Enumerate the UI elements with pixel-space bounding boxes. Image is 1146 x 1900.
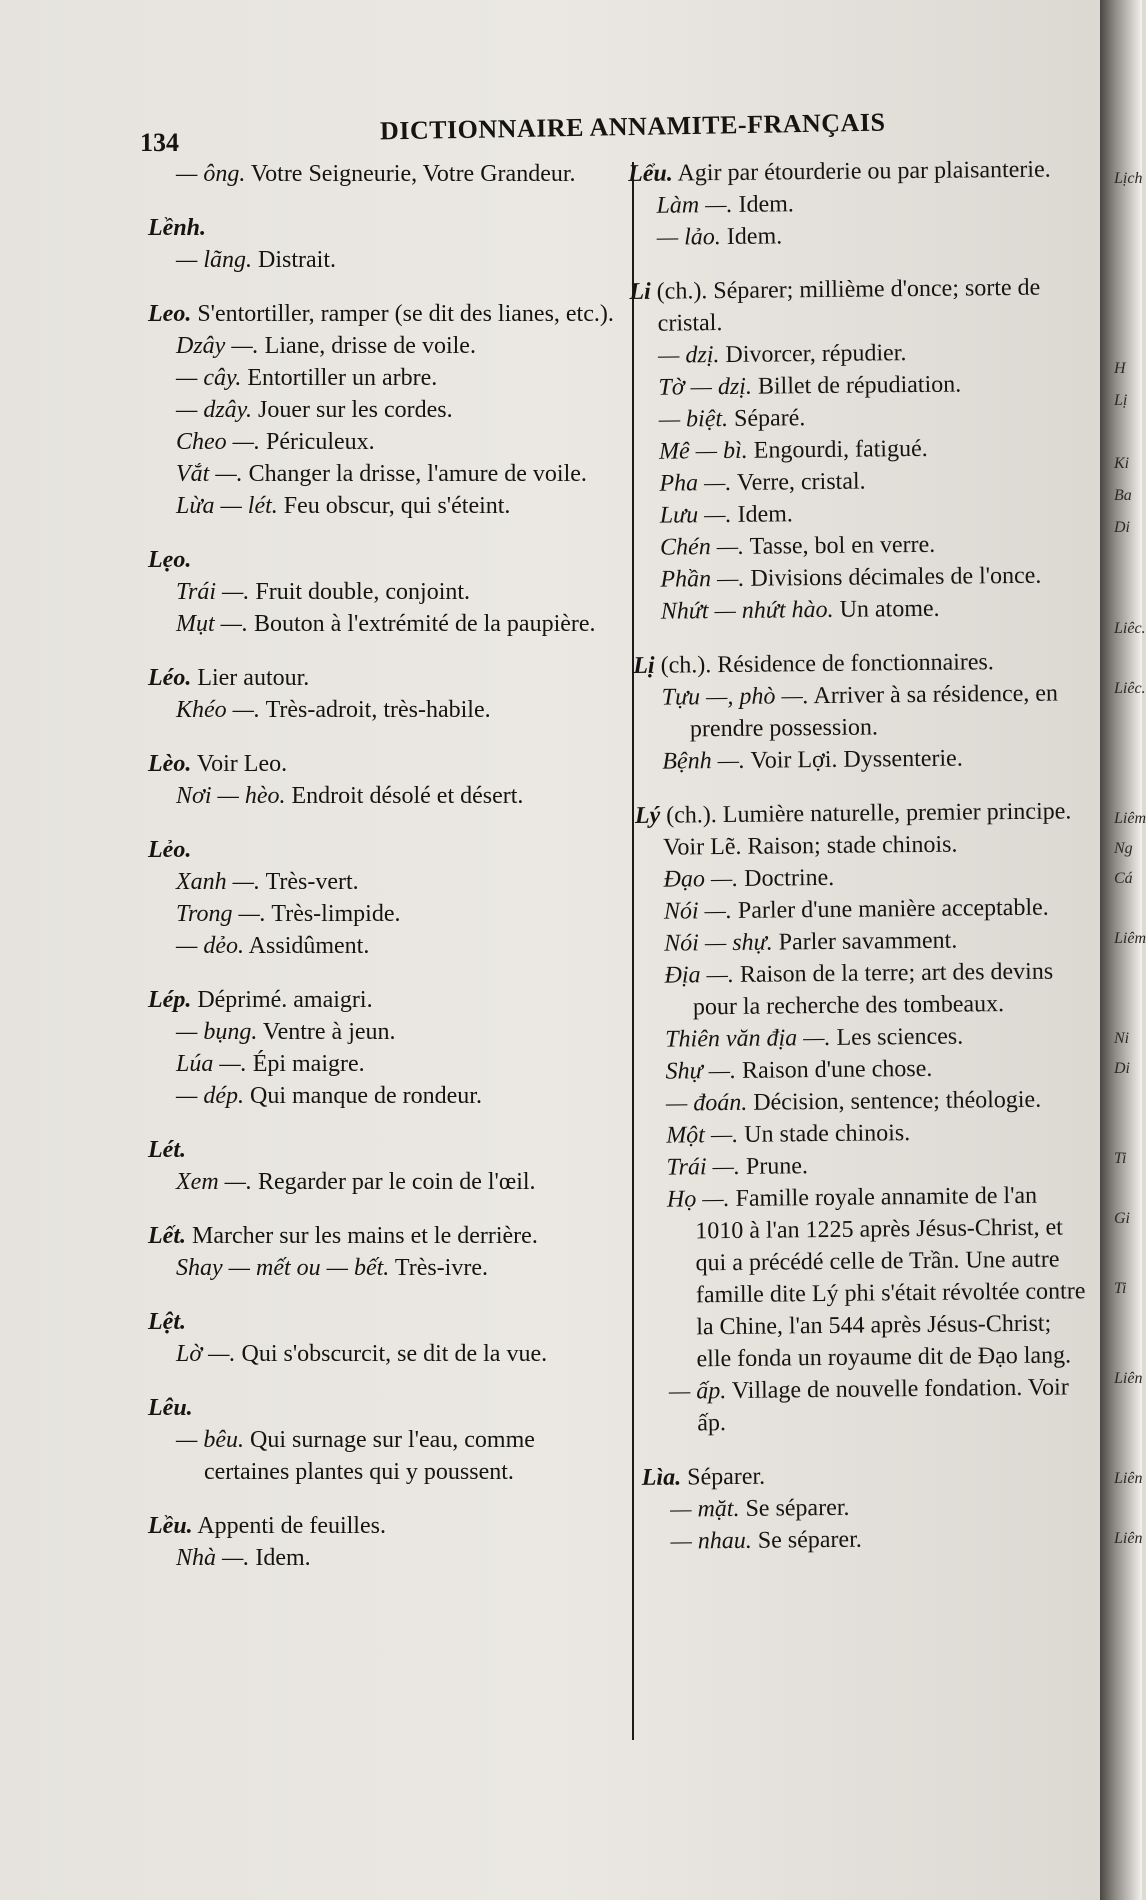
expression: Khéo —. bbox=[176, 697, 260, 723]
expression: — dzây. bbox=[176, 397, 253, 423]
sub-entry-line bbox=[631, 463, 1081, 500]
headword-line bbox=[148, 544, 616, 576]
sub-entry-line bbox=[148, 930, 616, 962]
expression: Nhứt — nhứt hào. bbox=[660, 596, 834, 625]
expression: Trái —. bbox=[666, 1153, 741, 1181]
headword: Leo. bbox=[148, 301, 192, 327]
definition: Liane, drisse de voile. bbox=[258, 333, 476, 359]
expression: Nói — shự. bbox=[664, 929, 773, 957]
gutter-fragment: Liêc. bbox=[1114, 680, 1146, 697]
headword: Lẹo. bbox=[148, 547, 192, 573]
sub-entry-line bbox=[636, 923, 1086, 960]
gutter-fragment: Ti bbox=[1114, 1280, 1127, 1297]
gutter-fragment: Cá bbox=[1114, 870, 1133, 887]
expression: — biệt. bbox=[658, 405, 729, 433]
definition: Raison de la terre; art des devins pour la recherche des tombeaux. bbox=[692, 958, 1054, 1021]
sub-entry-line bbox=[148, 1252, 616, 1284]
definition: Raison d'une chose. bbox=[735, 1055, 933, 1084]
expression: — đoán. bbox=[665, 1089, 748, 1117]
gutter-fragment: Liêm bbox=[1114, 810, 1146, 827]
headword-line bbox=[148, 1510, 616, 1542]
dictionary-entry bbox=[633, 645, 1084, 778]
expression: Vắt —. bbox=[176, 461, 243, 487]
sub-entry-line bbox=[638, 1083, 1088, 1120]
sub-entry-line bbox=[148, 780, 616, 812]
definition: Qui s'obscurcit, se dit de la vue. bbox=[235, 1341, 548, 1367]
headword-line bbox=[148, 1220, 616, 1252]
definition: Séparé. bbox=[727, 405, 806, 432]
dictionary-entry bbox=[629, 271, 1083, 628]
gutter-fragment: Ti bbox=[1114, 1150, 1127, 1167]
expression: — lảo. bbox=[656, 224, 721, 251]
sub-entry-line bbox=[148, 898, 616, 930]
definition: Idem. bbox=[249, 1545, 311, 1571]
gutter-fragment: Ng bbox=[1114, 840, 1133, 857]
dictionary-entry bbox=[148, 984, 616, 1112]
definition: Parler d'une manière acceptable. bbox=[731, 894, 1049, 924]
definition: Lier autour. bbox=[191, 665, 310, 691]
sub-entry-line bbox=[148, 158, 616, 190]
expression: Cheo —. bbox=[176, 429, 260, 455]
dictionary-entry bbox=[642, 1457, 1093, 1558]
headword-line bbox=[148, 984, 616, 1016]
headword-line bbox=[148, 1306, 616, 1338]
definition: S'entortiller, ramper (se dit des lianes, etc.). bbox=[191, 301, 614, 327]
sub-entry-line bbox=[635, 859, 1085, 896]
definition: Verre, cristal. bbox=[731, 468, 866, 496]
definition: Marcher sur les mains et le derrière. bbox=[185, 1223, 538, 1249]
definition: Agir par étourderie ou par plaisanterie. bbox=[672, 156, 1051, 187]
expression: Nơi — hèo. bbox=[176, 783, 286, 809]
definition: Qui surnage sur l'eau, comme certaines plantes qui y poussent. bbox=[204, 1427, 535, 1485]
sub-entry-line bbox=[148, 1016, 616, 1048]
sub-entry-line bbox=[148, 608, 616, 640]
sub-entry-line bbox=[148, 1424, 616, 1488]
definition: Assidûment. bbox=[244, 933, 370, 959]
sub-entry-line bbox=[638, 1115, 1088, 1152]
sub-entry-line bbox=[148, 1542, 616, 1574]
dictionary-entry bbox=[148, 834, 616, 962]
expression: Phần —. bbox=[660, 565, 745, 593]
expression: — dzị. bbox=[657, 342, 720, 369]
definition: (ch.). Résidence de fonctionnaires. bbox=[654, 649, 994, 679]
sub-entry-line bbox=[148, 490, 616, 522]
headword-line bbox=[148, 298, 616, 330]
sub-entry-line bbox=[632, 559, 1082, 596]
headword-line bbox=[148, 1134, 616, 1166]
sub-entry-line bbox=[632, 495, 1082, 532]
headword: Lèo. bbox=[148, 751, 192, 777]
headword: Léo. bbox=[148, 665, 192, 691]
definition: Très-limpide. bbox=[265, 901, 401, 927]
expression: Nhà —. bbox=[176, 1545, 250, 1571]
definition: Famille royale annamite de l'an 1010 à l'an 1225 après Jésus-Christ, et qui a précédé celle de Trần. Une autre famille dite Lý phi s'était révoltée contre la Chine, l'an 544 après Jésus-Christ; elle fonda un royaume dit de Đạo lang. bbox=[695, 1182, 1086, 1373]
definition: Divisions décimales de l'once. bbox=[744, 562, 1042, 592]
definition: Idem. bbox=[720, 223, 783, 251]
sub-entry-line bbox=[641, 1371, 1092, 1440]
sub-entry-line bbox=[642, 1489, 1092, 1526]
expression: Lờ —. bbox=[176, 1341, 236, 1367]
gutter-fragment: Di bbox=[1114, 519, 1130, 536]
gutter-fragment: Liên bbox=[1114, 1370, 1143, 1387]
definition: Votre Seigneurie, Votre Grandeur. bbox=[245, 161, 576, 187]
gutter-fragment: Liên bbox=[1114, 1530, 1143, 1547]
sub-entry-line bbox=[629, 217, 1079, 254]
expression: Lúa —. bbox=[176, 1051, 247, 1077]
definition: Déprimé. amaigri. bbox=[191, 987, 373, 1013]
page-number: 134 bbox=[140, 128, 179, 157]
definition: Ventre à jeun. bbox=[257, 1019, 396, 1045]
expression: Một —. bbox=[666, 1121, 739, 1149]
dictionary-entry bbox=[148, 1392, 616, 1488]
sub-entry-line bbox=[148, 866, 616, 898]
definition: Feu obscur, qui s'éteint. bbox=[277, 493, 511, 519]
definition: Séparer. bbox=[681, 1463, 766, 1491]
headword: Lý bbox=[634, 802, 661, 829]
headword: Lìa. bbox=[641, 1464, 682, 1491]
gutter-fragment: Di bbox=[1114, 1060, 1130, 1077]
definition: Arriver à sa résidence, en prendre possession. bbox=[689, 680, 1059, 743]
definition: Changer la drisse, l'amure de voile. bbox=[242, 461, 587, 487]
sub-entry-line bbox=[148, 1166, 616, 1198]
dictionary-entry bbox=[148, 1220, 616, 1284]
definition: Doctrine. bbox=[738, 864, 835, 892]
definition: Très-ivre. bbox=[389, 1255, 488, 1281]
expression: Dzây —. bbox=[176, 333, 259, 359]
expression: Xanh —. bbox=[176, 869, 260, 895]
gutter-fragment: Lị bbox=[1114, 392, 1128, 409]
definition: Engourdi, fatigué. bbox=[747, 435, 928, 464]
gutter-fragment: Gi bbox=[1114, 1210, 1130, 1227]
definition: Regarder par le coin de l'œil. bbox=[251, 1169, 536, 1195]
sub-entry-line bbox=[148, 394, 616, 426]
definition: Un atome. bbox=[833, 595, 940, 623]
expression: Shự —. bbox=[665, 1057, 737, 1085]
definition: Idem. bbox=[732, 191, 794, 218]
expression: Lưu —. bbox=[659, 501, 732, 529]
definition: Se séparer. bbox=[739, 1494, 850, 1522]
definition: (ch.). Séparer; millième d'once; sorte de cristal. bbox=[650, 274, 1041, 337]
sub-entry-line bbox=[639, 1179, 1091, 1376]
sub-entry-line bbox=[636, 955, 1087, 1024]
headword-line bbox=[148, 1392, 616, 1424]
sub-entry-line bbox=[637, 1051, 1087, 1088]
sub-entry-line bbox=[148, 576, 616, 608]
headword-line bbox=[633, 645, 1083, 682]
headword: Lép. bbox=[148, 987, 192, 1013]
definition: Voir Lợi. Dyssenterie. bbox=[744, 745, 963, 774]
definition: Qui manque de rondeur. bbox=[244, 1083, 482, 1109]
gutter-fragment: H bbox=[1114, 360, 1126, 377]
definition: Prune. bbox=[739, 1153, 809, 1180]
sub-entry-line bbox=[631, 399, 1081, 436]
adjacent-page-edge bbox=[1100, 0, 1146, 1900]
definition: Divorcer, répudier. bbox=[719, 340, 907, 369]
sub-entry-line bbox=[148, 458, 616, 490]
expression: Lừa — lét. bbox=[176, 493, 278, 519]
definition: Décision, sentence; théologie. bbox=[747, 1086, 1042, 1116]
definition: Épi maigre. bbox=[246, 1051, 365, 1077]
expression: — dẻo. bbox=[176, 933, 244, 959]
headword-line bbox=[642, 1457, 1092, 1494]
definition: Idem. bbox=[731, 501, 793, 528]
expression: — ông. bbox=[176, 161, 246, 187]
headword: Lều. bbox=[148, 1513, 193, 1539]
expression: — bụng. bbox=[176, 1019, 258, 1045]
sub-entry-line bbox=[633, 591, 1083, 628]
gutter-fragment: Lịch bbox=[1114, 170, 1143, 187]
expression: Trong —. bbox=[176, 901, 266, 927]
dictionary-entry bbox=[148, 1306, 616, 1370]
dictionary-entry bbox=[148, 748, 616, 812]
definition: Billet de répudiation. bbox=[751, 371, 962, 400]
gutter-fragment: Ni bbox=[1114, 1030, 1130, 1047]
expression: Thiên văn địa —. bbox=[665, 1024, 831, 1053]
sub-entry-line bbox=[148, 244, 616, 276]
expression: — dép. bbox=[176, 1083, 244, 1109]
expression: Làm —. bbox=[656, 191, 733, 219]
sub-entry-line bbox=[632, 527, 1082, 564]
gutter-fragment: Liêm bbox=[1114, 930, 1146, 947]
left-column bbox=[148, 158, 616, 1596]
sub-entry-line bbox=[642, 1521, 1092, 1558]
expression: Tựu —, phò —. bbox=[661, 683, 809, 711]
sub-entry-line bbox=[148, 694, 616, 726]
sub-entry-line bbox=[148, 1048, 616, 1080]
dictionary-entry bbox=[635, 795, 1092, 1440]
headword-line bbox=[629, 271, 1080, 340]
headword: Lị bbox=[633, 652, 655, 679]
headword: Li bbox=[629, 278, 651, 305]
dictionary-entry bbox=[148, 544, 616, 640]
expression: Trái —. bbox=[176, 579, 250, 605]
sub-entry-line bbox=[631, 431, 1081, 468]
dictionary-entry bbox=[148, 662, 616, 726]
definition: Endroit désolé et désert. bbox=[285, 783, 524, 809]
expression: — cây. bbox=[176, 365, 242, 391]
gutter-fragment: Ba bbox=[1114, 487, 1132, 504]
expression: Nói —. bbox=[663, 897, 733, 925]
sub-entry-line bbox=[634, 741, 1084, 778]
definition: Distrait. bbox=[252, 247, 337, 273]
headword: Lét. bbox=[148, 1137, 186, 1163]
headword: Lềnh. bbox=[148, 215, 207, 241]
definition: Un stade chinois. bbox=[738, 1120, 911, 1148]
definition: Parler savamment. bbox=[772, 927, 958, 956]
definition: Tasse, bol en verre. bbox=[743, 531, 936, 560]
headword-line bbox=[635, 795, 1086, 864]
dictionary-entry bbox=[148, 1134, 616, 1198]
running-head bbox=[140, 100, 1080, 157]
gutter-fragment: Liên bbox=[1114, 1470, 1143, 1487]
page-title: DICTIONNAIRE ANNAMITE-FRANÇAIS bbox=[379, 107, 886, 146]
definition: Entortiller un arbre. bbox=[241, 365, 438, 391]
expression: Địa —. bbox=[664, 961, 735, 989]
dictionary-entry bbox=[148, 1510, 616, 1574]
headword: Lết. bbox=[148, 1223, 186, 1249]
sub-entry-line bbox=[628, 185, 1078, 222]
expression: Mê — bì. bbox=[658, 437, 748, 465]
definition: (ch.). Lumière naturelle, premier principe. Voir Lẽ. Raison; stade chinois. bbox=[660, 798, 1072, 861]
expression: Bệnh —. bbox=[662, 747, 746, 775]
headword: Lệt. bbox=[148, 1309, 186, 1335]
headword: Lêu. bbox=[148, 1395, 193, 1421]
right-column bbox=[628, 153, 1093, 1580]
sub-entry-line bbox=[148, 362, 616, 394]
sub-entry-line bbox=[148, 1080, 616, 1112]
definition: Fruit double, conjoint. bbox=[249, 579, 471, 605]
headword-line bbox=[148, 834, 616, 866]
definition: Bouton à l'extrémité de la paupière. bbox=[248, 611, 596, 637]
headword-line bbox=[148, 662, 616, 694]
expression: Chén —. bbox=[659, 533, 745, 561]
gutter-fragment: Ki bbox=[1114, 455, 1130, 472]
headword-line bbox=[148, 212, 616, 244]
dictionary-entry bbox=[148, 158, 616, 190]
expression: Họ —. bbox=[666, 1185, 730, 1213]
expression: Đạo —. bbox=[663, 865, 739, 893]
definition: Très-adroit, très-habile. bbox=[260, 697, 491, 723]
definition: Village de nouvelle fondation. Voir ấp. bbox=[697, 1374, 1069, 1437]
sub-entry-line bbox=[630, 367, 1080, 404]
expression: — mặt. bbox=[670, 1495, 740, 1523]
definition: Jouer sur les cordes. bbox=[252, 397, 453, 423]
definition: Périculeux. bbox=[260, 429, 375, 455]
sub-entry-line bbox=[636, 891, 1086, 928]
sub-entry-line bbox=[148, 1338, 616, 1370]
expression: Mụt —. bbox=[176, 611, 248, 637]
sub-entry-line bbox=[148, 330, 616, 362]
definition: Voir Leo. bbox=[191, 751, 288, 777]
sub-entry-line bbox=[633, 677, 1084, 746]
headword-line bbox=[628, 153, 1078, 190]
gutter-fragment: Liêc. bbox=[1114, 620, 1146, 637]
headword: Lểu. bbox=[628, 160, 673, 187]
definition: Les sciences. bbox=[830, 1023, 964, 1051]
expression: Shay — mết ou — bết. bbox=[176, 1255, 390, 1281]
expression: — lãng. bbox=[176, 247, 253, 273]
definition: Très-vert. bbox=[260, 869, 359, 895]
expression: Tờ — dzị. bbox=[658, 373, 753, 401]
sub-entry-line bbox=[638, 1147, 1088, 1184]
dictionary-entry bbox=[148, 298, 616, 522]
sub-entry-line bbox=[637, 1019, 1087, 1056]
expression: — bêu. bbox=[176, 1427, 244, 1453]
dictionary-entry bbox=[628, 153, 1079, 254]
expression: — nhau. bbox=[670, 1527, 752, 1555]
definition: Se séparer. bbox=[751, 1526, 862, 1554]
definition: Appenti de feuilles. bbox=[192, 1513, 386, 1539]
headword: Lẻo. bbox=[148, 837, 192, 863]
expression: Xem —. bbox=[176, 1169, 252, 1195]
dictionary-entry bbox=[148, 212, 616, 276]
sub-entry-line bbox=[630, 335, 1080, 372]
expression: Pha —. bbox=[659, 469, 732, 497]
headword-line bbox=[148, 748, 616, 780]
sub-entry-line bbox=[148, 426, 616, 458]
expression: — ấp. bbox=[668, 1378, 727, 1405]
